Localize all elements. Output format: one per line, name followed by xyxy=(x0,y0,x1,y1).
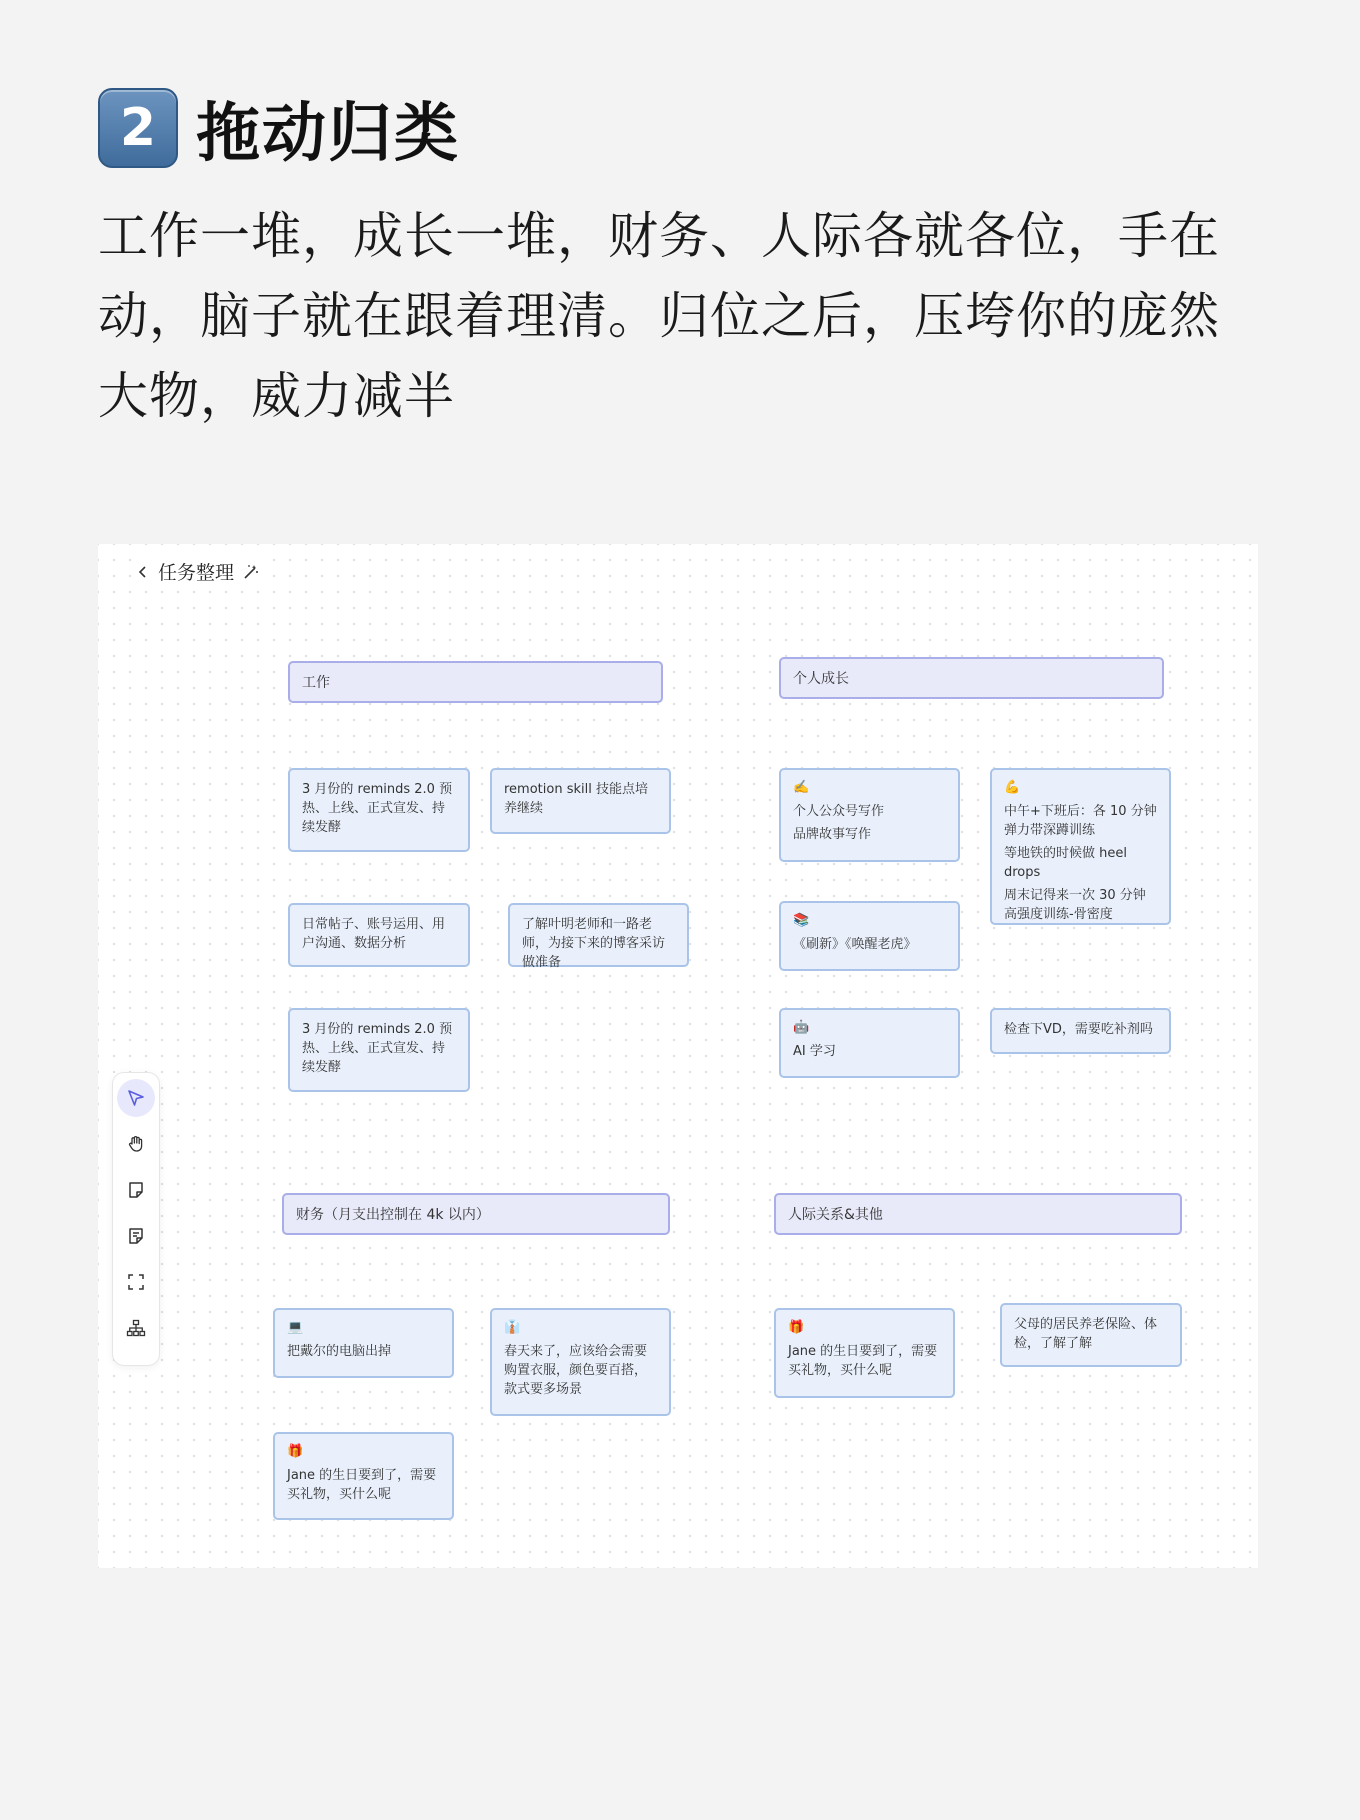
intro-paragraph: 工作一堆，成长一堆，财务、人际各就各位，手在动，脑子就在跟着理清。归位之后，压垮你的庞然大物，威力减半 xyxy=(98,207,1220,425)
group-finance[interactable]: 财务（月支出控制在 4k 以内） xyxy=(282,1193,670,1235)
card-line: 《刷新》《唤醒老虎》 xyxy=(793,937,917,952)
hand-icon[interactable] xyxy=(117,1125,155,1163)
note-list-icon[interactable] xyxy=(117,1217,155,1255)
group-relations[interactable]: 人际关系&其他 xyxy=(774,1193,1182,1235)
task-card[interactable]: 3 月份的 reminds 2.0 预热、上线、正式宣发、持续发酵 xyxy=(288,1008,470,1092)
task-card[interactable]: 检查下VD，需要吃补剂吗 xyxy=(990,1008,1171,1054)
frame-select-icon[interactable] xyxy=(117,1263,155,1301)
group-growth[interactable]: 个人成长 xyxy=(779,657,1164,699)
card-line: 等地铁的时候做 heel drops xyxy=(1004,846,1127,880)
task-card[interactable] xyxy=(779,768,960,862)
task-card[interactable]: 父母的居民养老保险、体检，了解了解 xyxy=(1000,1303,1182,1367)
task-card[interactable] xyxy=(779,1008,960,1078)
card-line: 周末记得来一次 30 分钟高强度训练-骨密度 xyxy=(1004,888,1146,922)
gift-icon: 🎁 xyxy=(287,1444,304,1459)
task-card[interactable] xyxy=(273,1432,454,1520)
task-card[interactable] xyxy=(779,901,960,971)
section-heading xyxy=(98,82,460,174)
card-line: Jane 的生日要到了，需要买礼物，买什么呢 xyxy=(287,1468,437,1502)
task-card[interactable]: 日常帖子、账号运用、用户沟通、数据分析 xyxy=(288,903,470,967)
mindmap-icon[interactable] xyxy=(117,1309,155,1347)
group-work[interactable]: 工作 xyxy=(288,661,663,703)
number-badge: 2 xyxy=(98,88,178,168)
task-card[interactable]: 3 月份的 reminds 2.0 预热、上线、正式宣发、持续发酵 xyxy=(288,768,470,852)
chevron-left-icon[interactable] xyxy=(136,565,150,579)
task-card[interactable] xyxy=(273,1308,454,1378)
magic-wand-icon[interactable] xyxy=(242,563,260,581)
app-header xyxy=(132,556,264,587)
card-line: 把戴尔的电脑出掉 xyxy=(287,1344,392,1359)
flexed-biceps-icon: 💪 xyxy=(1004,780,1021,795)
whiteboard-canvas[interactable] xyxy=(98,544,1258,1568)
card-line: 个人公众号写作 xyxy=(793,804,885,819)
gift-icon: 🎁 xyxy=(788,1320,805,1335)
clothes-icon: 👔 xyxy=(504,1320,521,1335)
card-line: 品牌故事写作 xyxy=(793,827,872,842)
task-card[interactable]: remotion skill 技能点培养继续 xyxy=(490,768,671,834)
card-line: 中午+下班后：各 10 分钟弹力带深蹲训练 xyxy=(1004,804,1157,838)
section-title: 拖动归类 xyxy=(196,97,460,171)
card-line: AI 学习 xyxy=(793,1044,836,1059)
task-card[interactable] xyxy=(990,768,1171,925)
board-title: 任务整理 xyxy=(158,562,235,584)
task-card[interactable]: 了解叶明老师和一路老师，为接下来的博客采访做准备 xyxy=(508,903,689,967)
card-line: 春天来了，应该给会需要购置衣服，颜色要百搭，款式要多场景 xyxy=(504,1344,648,1397)
card-line: Jane 的生日要到了，需要买礼物，买什么呢 xyxy=(788,1344,938,1378)
task-card[interactable] xyxy=(774,1308,955,1398)
laptop-icon: 💻 xyxy=(287,1320,304,1335)
robot-icon: 🤖 xyxy=(793,1020,810,1035)
task-card[interactable] xyxy=(490,1308,671,1416)
books-icon: 📚 xyxy=(793,913,810,928)
writing-hand-icon: ✍️ xyxy=(793,780,810,795)
tool-palette xyxy=(112,1072,160,1366)
pointer-icon[interactable] xyxy=(117,1079,155,1117)
sticky-note-icon[interactable] xyxy=(117,1171,155,1209)
